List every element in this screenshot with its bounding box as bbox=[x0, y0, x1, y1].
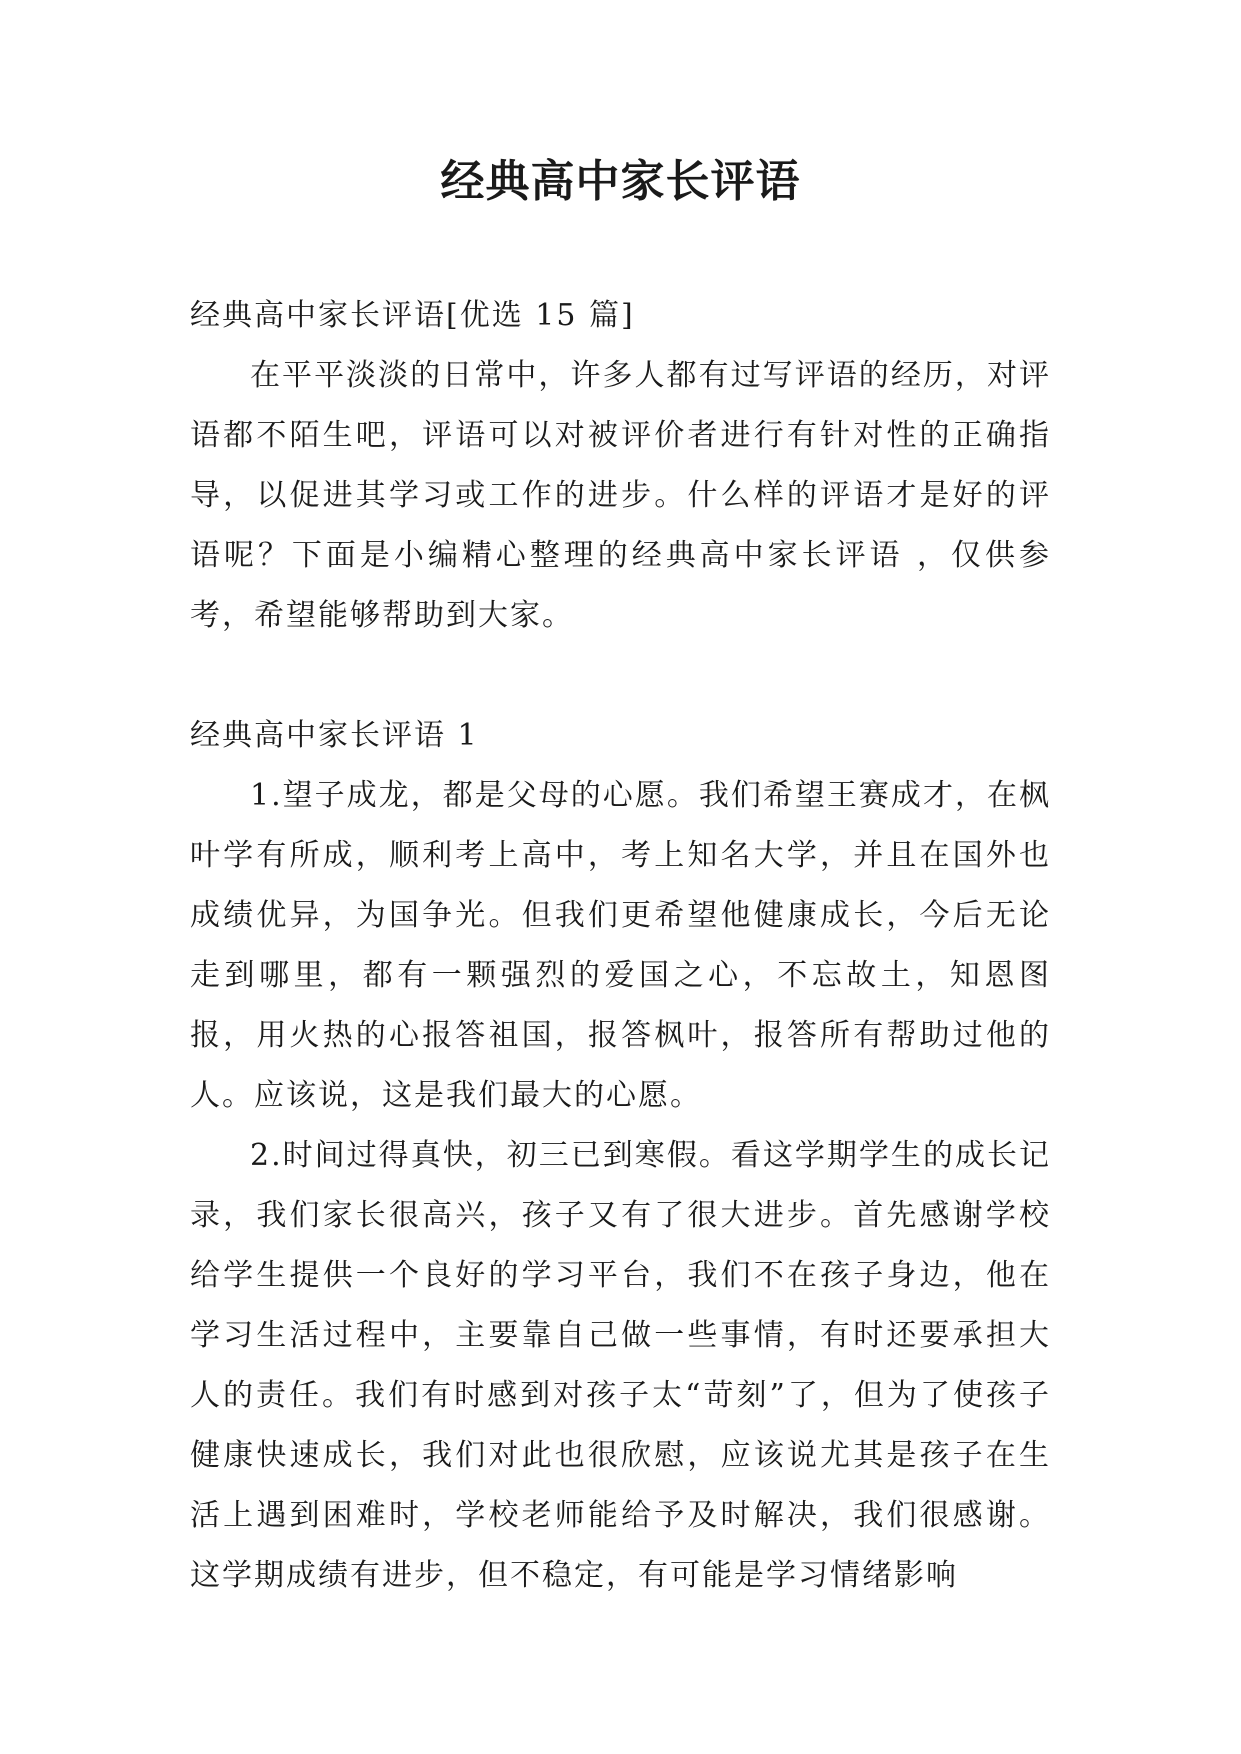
document-body bbox=[190, 286, 1051, 1606]
intro-paragraph: 在平平淡淡的日常中，许多人都有过写评语的经历，对评语都不陌生吧，评语可以对被评价者进行有针对性的正确指导，以促进其学习或工作的进步。什么样的评语才是好的评语呢？下面是小编精心整理的经典高中家长评语 ，仅供参考，希望能够帮助到大家。 bbox=[190, 358, 1051, 633]
comment-item-1: 1.望子成龙，都是父母的心愿。我们希望王赛成才，在枫叶学有所成，顺利考上高中，考上知名大学，并且在国外也成绩优异，为国争光。但我们更希望他健康成长，今后无论走到哪里，都有一颗强烈的爱国之心，不忘故土，知恩图报，用火热的心报答祖国，报答枫叶，报答所有帮助过他的人。应该说，这是我们最大的心愿。 bbox=[190, 778, 1051, 1113]
document-subtitle: 经典高中家长评语[优选 15 篇] bbox=[190, 298, 635, 333]
section-heading-1: 经典高中家长评语 1 bbox=[190, 718, 479, 753]
comment-item-2: 2.时间过得真快，初三已到寒假。看这学期学生的成长记录，我们家长很高兴，孩子又有了很大进步。首先感谢学校给学生提供一个良好的学习平台，我们不在孩子身边，他在学习生活过程中，主要靠自己做一些事情，有时还要承担大人的责任。我们有时感到对孩子太“苛刻”了，但为了使孩子健康快速成长，我们对此也很欣慰，应该说尤其是孩子在生活上遇到困难时，学校老师能给予及时解决，我们很感谢。这学期成绩有进步，但不稳定，有可能是学习情绪影响 bbox=[190, 1138, 1051, 1593]
paragraph-spacer bbox=[190, 646, 1051, 706]
page-title: 经典高中家长评语 bbox=[440, 156, 801, 207]
